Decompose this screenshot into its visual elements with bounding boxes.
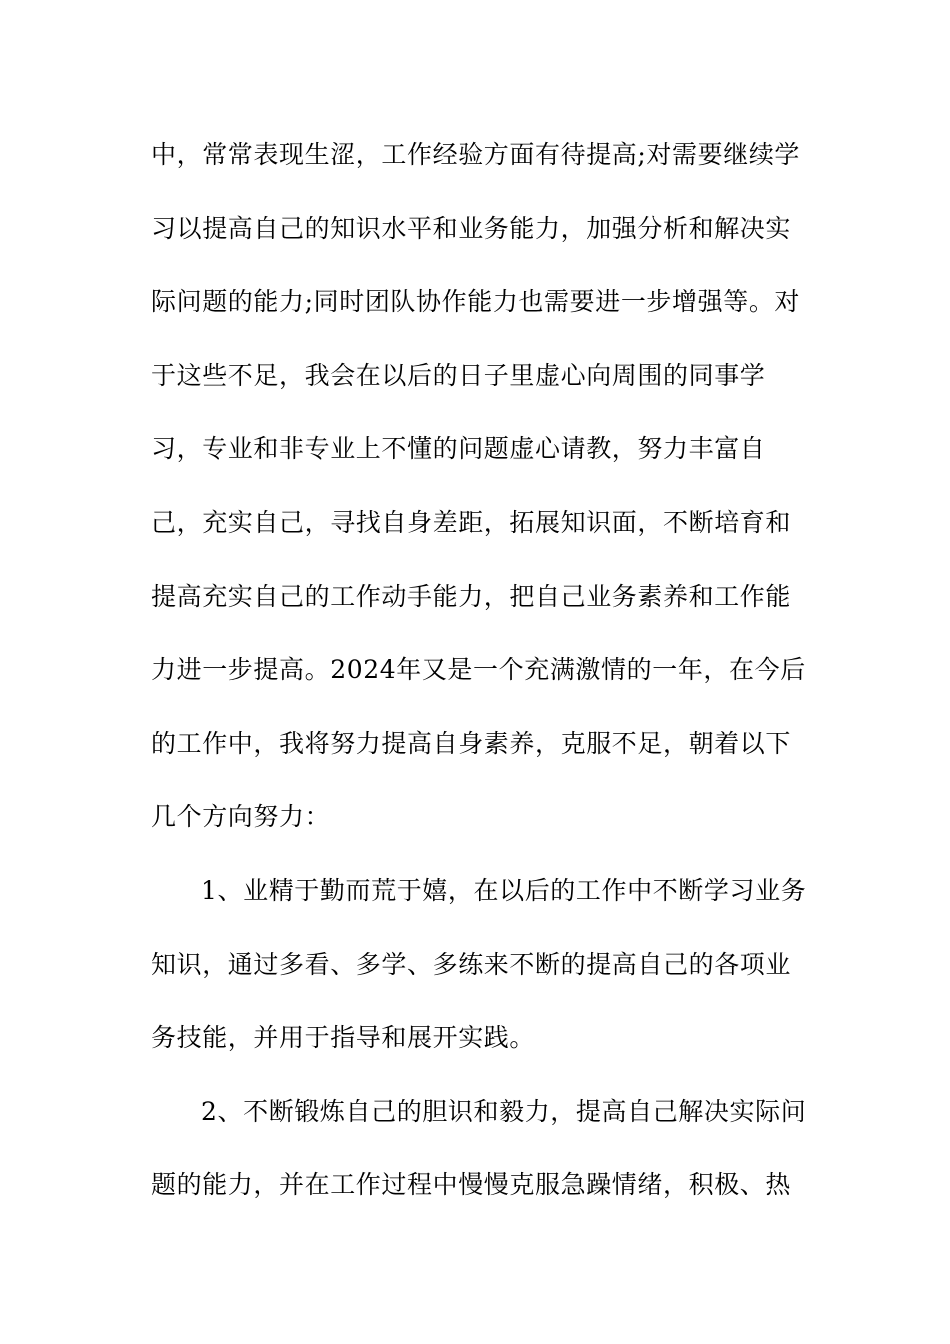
text-line: 己，充实自己，寻找自身差距，拓展知识面，不断培育和: [151, 507, 792, 537]
text-line: 题的能力，并在工作过程中慢慢克服急躁情绪，积极、热: [151, 1170, 792, 1200]
text-line: 力进一步提高。2024年又是一个充满激情的一年，在今后: [151, 655, 806, 685]
document-body: [151, 125, 811, 1229]
list-item-1-first-line: 1、业精于勤而荒于嬉，在以后的工作中不断学习业务: [201, 875, 807, 905]
text-line: 于这些不足，我会在以后的日子里虚心向周围的同事学: [151, 360, 766, 390]
text-line: 习，专业和非专业上不懂的问题虚心请教，努力丰富自: [151, 434, 766, 464]
text-line: 提高充实自己的工作动手能力，把自己业务素养和工作能: [151, 581, 792, 611]
text-line: 务技能，并用于指导和展开实践。: [151, 1023, 536, 1053]
text-line: 习以提高自己的知识水平和业务能力，加强分析和解决实: [151, 213, 792, 243]
text-line: 际问题的能力;同时团队协作能力也需要进一步增强等。对: [151, 287, 801, 317]
text-line: 知识，通过多看、多学、多练来不断的提高自己的各项业: [151, 949, 792, 979]
list-item-2-first-line: 2、不断锻炼自己的胆识和毅力，提高自己解决实际问: [201, 1096, 807, 1126]
text-line: 的工作中，我将努力提高自身素养，克服不足，朝着以下: [151, 728, 792, 758]
text-line: 中，常常表现生涩，工作经验方面有待提高;对需要继续学: [151, 140, 801, 169]
text-line: 几个方向努力：: [151, 802, 331, 832]
